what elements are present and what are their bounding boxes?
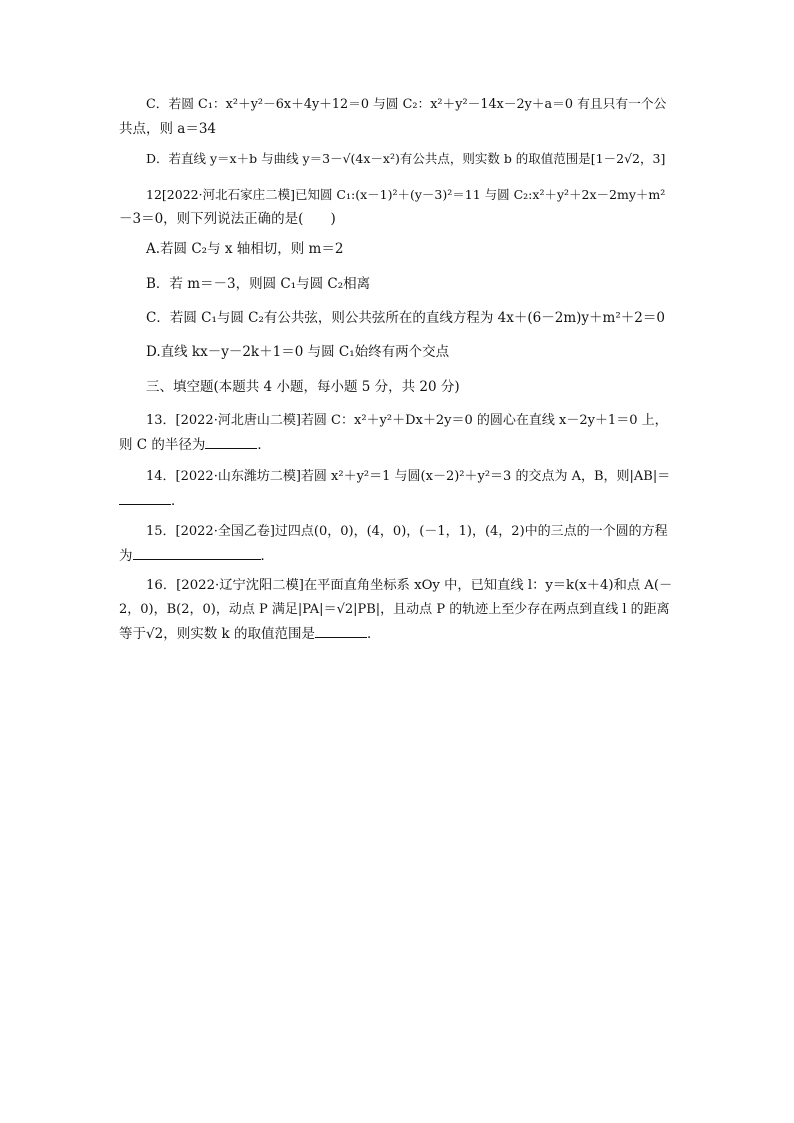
option-c-line2: 共点，则 a＝34 xyxy=(119,121,217,137)
period: ． xyxy=(366,626,381,642)
question-12 xyxy=(119,183,674,231)
option-d-line: D．若直线 y＝x＋b 与曲线 y＝3－√(4x－x²)有公共点，则实数 b 的取值范围是[1－2√2，3] xyxy=(146,151,666,166)
question-14 xyxy=(119,465,674,513)
question-16-text: 等于√2，则实数 k 的取值范围是 xyxy=(119,626,315,642)
question-12-option-d xyxy=(119,340,674,364)
question-13-line1: 13．[2022·河北唐山二模]若圆 C：x²＋y²＋Dx＋2y＝0 的圆心在直线 x－2y＋1＝0 上， xyxy=(146,413,668,428)
period: ． xyxy=(171,493,185,509)
question-15-line1: 15．[2022·全国乙卷]过四点(0，0)，(4，0)，(－1，1)，(4，2)中的三点的一个圆的方程 xyxy=(146,524,668,539)
question-13-text: 则 C 的半径为 xyxy=(119,437,206,453)
section-heading xyxy=(119,375,674,399)
answer-blank xyxy=(133,544,261,560)
section-3-title: 三、填空题(本题共 4 小题，每小题 5 分，共 20 分) xyxy=(146,379,460,395)
option-c xyxy=(119,93,674,141)
option-c-line1: C．若圆 C₁：x²＋y²－6x＋4y＋12＝0 与圆 C₂：x²＋y²－14x－2y＋a＝0 有且只有一个公 xyxy=(146,97,667,112)
question-12-line2: －3＝0，则下列说法正确的是( ) xyxy=(119,211,336,227)
period: ． xyxy=(260,548,274,564)
question-16 xyxy=(119,574,674,646)
question-16-line2: 2，0)，B(2，0)，动点 P 满足|PA|＝√2|PB|，且动点 P 的轨迹上至少存在两点到直线 l 的距离 xyxy=(119,602,670,617)
option-d2-text: D.直线 kx－y－2k＋1＝0 与圆 C₁始终有两个交点 xyxy=(146,344,450,360)
question-15-line2 xyxy=(119,544,674,568)
answer-blank xyxy=(315,622,367,638)
question-12-option-b xyxy=(119,272,674,296)
question-16-line1: 16．[2022·辽宁沈阳二模]在平面直角坐标系 xOy 中，已知直线 l：y＝k(x＋4)和点 A(－ xyxy=(146,578,673,593)
question-12-option-a xyxy=(119,237,674,261)
question-13-line2 xyxy=(119,433,674,457)
question-14-line1: 14．[2022·山东潍坊二模]若圆 x²＋y²＝1 与圆(x－2)²＋y²＝3 的交点为 A，B，则|AB|＝ xyxy=(146,469,671,484)
option-b-text: B．若 m＝－3，则圆 C₁与圆 C₂相离 xyxy=(146,276,371,292)
question-14-line2 xyxy=(119,489,674,513)
question-15 xyxy=(119,520,674,568)
question-16-line3 xyxy=(119,622,674,646)
option-c2-text: C．若圆 C₁与圆 C₂有公共弦，则公共弦所在的直线方程为 4x＋(6－2m)y＋m²＋2＝0 xyxy=(146,310,665,326)
question-13 xyxy=(119,409,674,457)
option-d xyxy=(119,147,674,171)
option-a-text: A.若圆 C₂与 x 轴相切，则 m＝2 xyxy=(146,241,344,257)
question-15-text: 为 xyxy=(119,548,133,564)
question-12-option-c xyxy=(119,306,674,330)
answer-blank xyxy=(205,433,257,449)
question-12-line1: 12[2022·河北石家庄二模]已知圆 C₁:(x－1)²＋(y－3)²＝11 与圆 C₂:x²＋y²＋2x－2my＋m² xyxy=(146,187,666,202)
period: ． xyxy=(257,437,271,453)
answer-blank xyxy=(119,489,171,505)
